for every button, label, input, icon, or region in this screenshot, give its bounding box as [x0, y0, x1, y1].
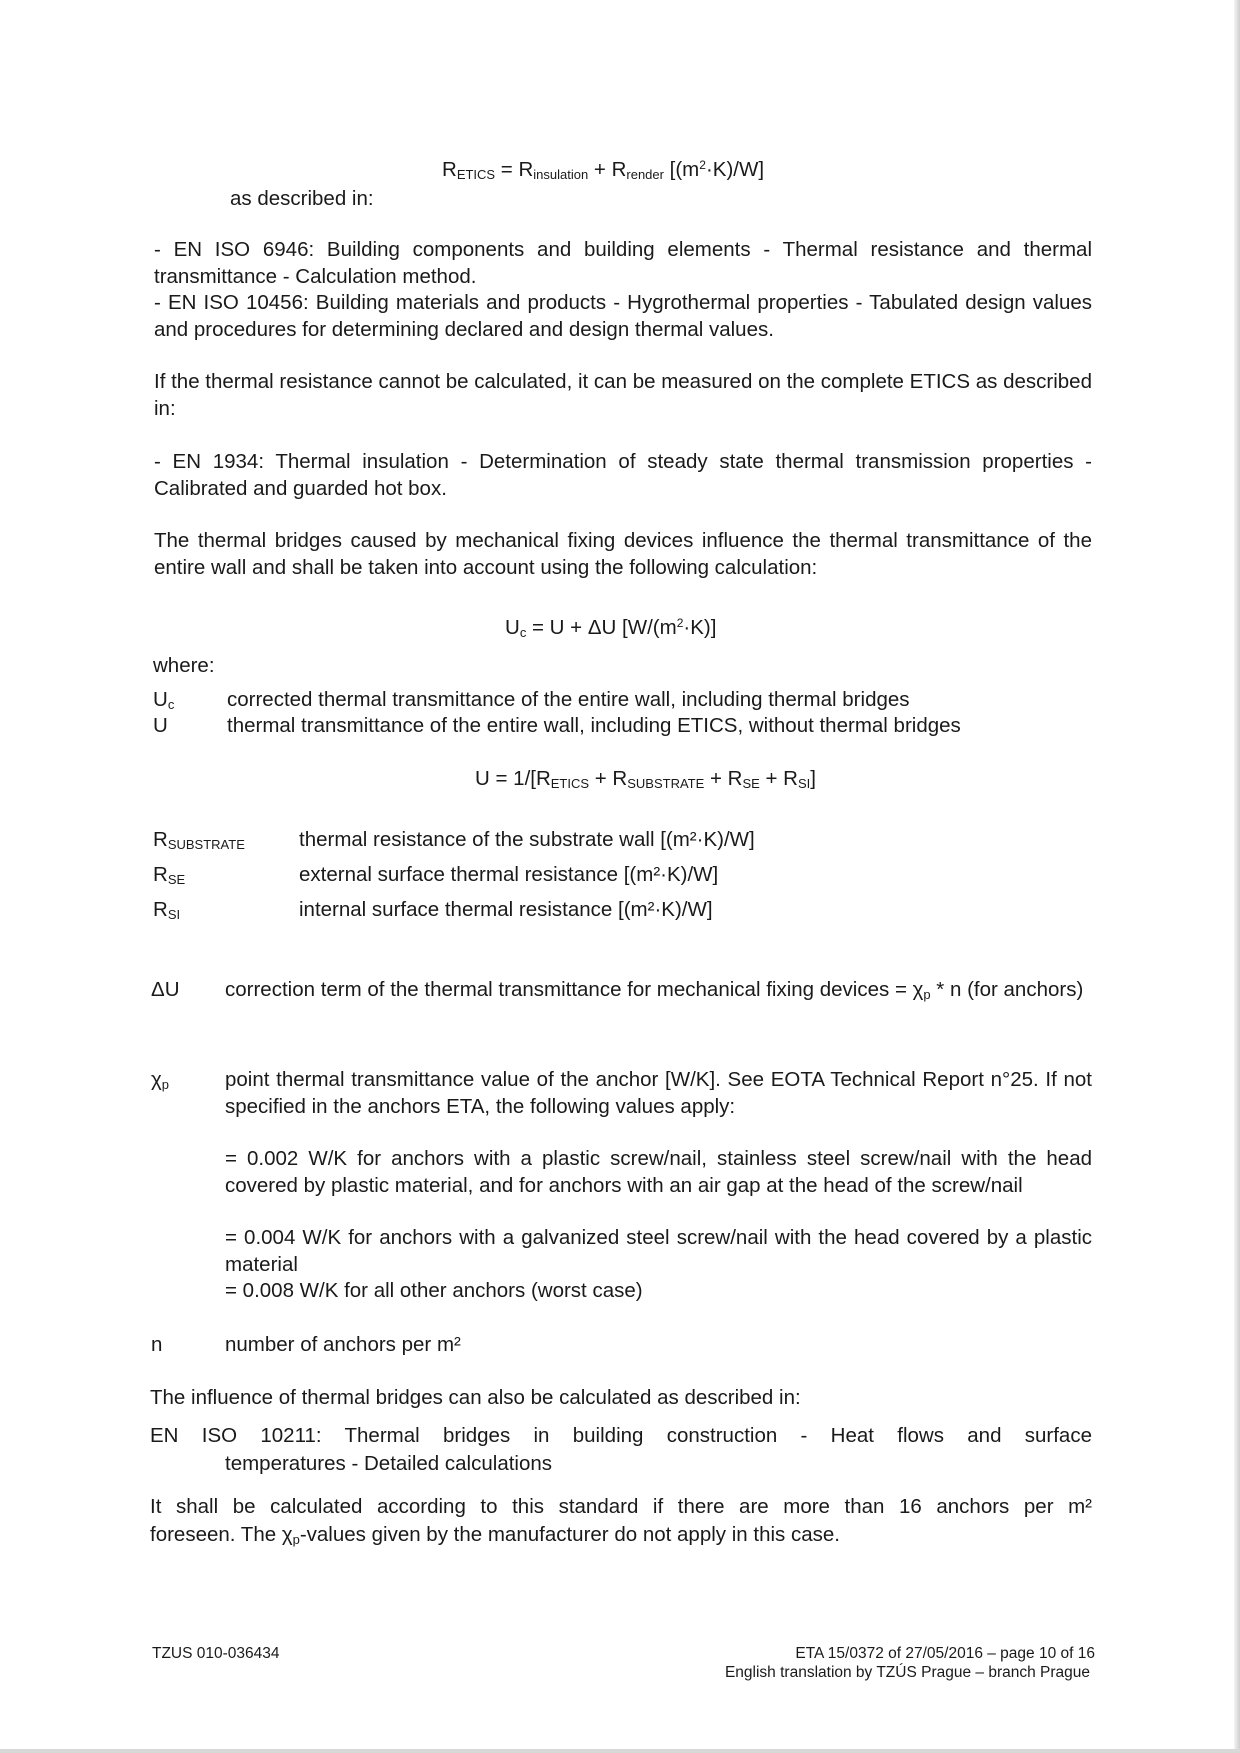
symbol-r-se: $R_{SE}$ [153, 863, 186, 887]
chi-value-0004: = 0.004 W/K for anchors with a galvanized steel screw/nail with the head covered by a plastic material [225, 1226, 1092, 1276]
symbol-n: n [151, 1333, 163, 1356]
chi-value-0002: = 0.002 W/K for anchors with a plastic screw/nail, stainless steel screw/nail with the head covered by plastic material, and for anchors with an air gap at the head of the screw/nail [225, 1147, 1092, 1197]
formula-u: $U = 1/[R_{ETICS} + R_{SUBSTRATE} + R_{SE} + R_{SI}]$ [475, 767, 816, 791]
reference-en-1934: - EN 1934: Thermal insulation - Determination of steady state thermal transmission properties - Calibrated and guarded hot box. [154, 450, 1092, 500]
scan-edge [1234, 0, 1240, 1753]
reference-en-iso-6946: - EN ISO 6946: Building components and building elements - Thermal resistance and thermal transmittance - Calculation method. [154, 238, 1092, 288]
definition-n: number of anchors per m² [225, 1333, 461, 1356]
symbol-r-substrate: $R_{SUBSTRATE}$ [153, 828, 245, 852]
definition-r-si: internal surface thermal resistance [(m²·K)/W] [299, 898, 713, 921]
definition-u: thermal transmittance of the entire wall, including ETICS, without thermal bridges [227, 714, 961, 737]
reference-en-iso-10211-line1: EN ISO 10211: Thermal bridges in building construction - Heat flows and surface [150, 1424, 1092, 1447]
paragraph-final-line2: foreseen. The $\chi_p$-values given by the manufacturer do not apply in this case. [150, 1523, 840, 1547]
definition-uc: corrected thermal transmittance of the entire wall, including thermal bridges [227, 688, 910, 711]
definition-r-substrate: thermal resistance of the substrate wall [(m²·K)/W] [299, 828, 755, 851]
formula-uc: $U_c = U + \Delta U$ $[W/(m^2\cdot K)]$ [505, 616, 717, 640]
footer-translation: English translation by TZÚS Prague – branch Prague [724, 1664, 1090, 1681]
definition-delta-u: correction term of the thermal transmittance for mechanical fixing devices = $\chi_p$ * n (for anchors) [225, 978, 1084, 1002]
reference-en-iso-10211-line2: temperatures - Detailed calculations [225, 1452, 553, 1475]
where-label: where: [153, 654, 215, 677]
paragraph-influence: The influence of thermal bridges can also be calculated as described in: [150, 1386, 801, 1409]
definition-r-se: external surface thermal resistance [(m²·K)/W] [299, 863, 719, 886]
formula-r-etics: $R_{ETICS} = R_{insulation} + R_{render}$ $[(m^2\cdot K)/W]$ [442, 158, 765, 182]
paragraph-final-line1: It shall be calculated according to this standard if there are more than 16 anchors per m² [150, 1495, 1092, 1518]
chi-value-0008: = 0.008 W/K for all other anchors (worst case) [225, 1279, 643, 1302]
paragraph-thermal-bridges: The thermal bridges caused by mechanical fixing devices influence the thermal transmittance of the entire wall and shall be taken into account using the following calculation: [154, 529, 1092, 579]
paragraph-measured: If the thermal resistance cannot be calculated, it can be measured on the complete ETICS as described in: [154, 370, 1092, 420]
symbol-uc: $U_c$ [153, 688, 175, 712]
as-described-label: as described in: [230, 187, 374, 210]
symbol-delta-u: ΔU [151, 978, 180, 1001]
footer-document-number: TZUS 010-036434 [152, 1645, 280, 1662]
scan-edge-bottom [0, 1749, 1240, 1753]
symbol-r-si: $R_{SI}$ [153, 898, 181, 922]
definition-chi-p: point thermal transmittance value of the anchor [W/K]. See EOTA Technical Report n°25. If not specified in the anchors ETA, the following values apply: [225, 1068, 1092, 1118]
reference-en-iso-10456: - EN ISO 10456: Building materials and products - Hygrothermal properties - Tabulated design values and procedures for determining declared and design thermal values. [154, 291, 1092, 341]
symbol-chi-p: $\chi_p$ [151, 1068, 169, 1092]
symbol-u: U [153, 714, 168, 737]
footer-eta-page: ETA 15/0372 of 27/05/2016 – page 10 of 16 [795, 1645, 1095, 1662]
